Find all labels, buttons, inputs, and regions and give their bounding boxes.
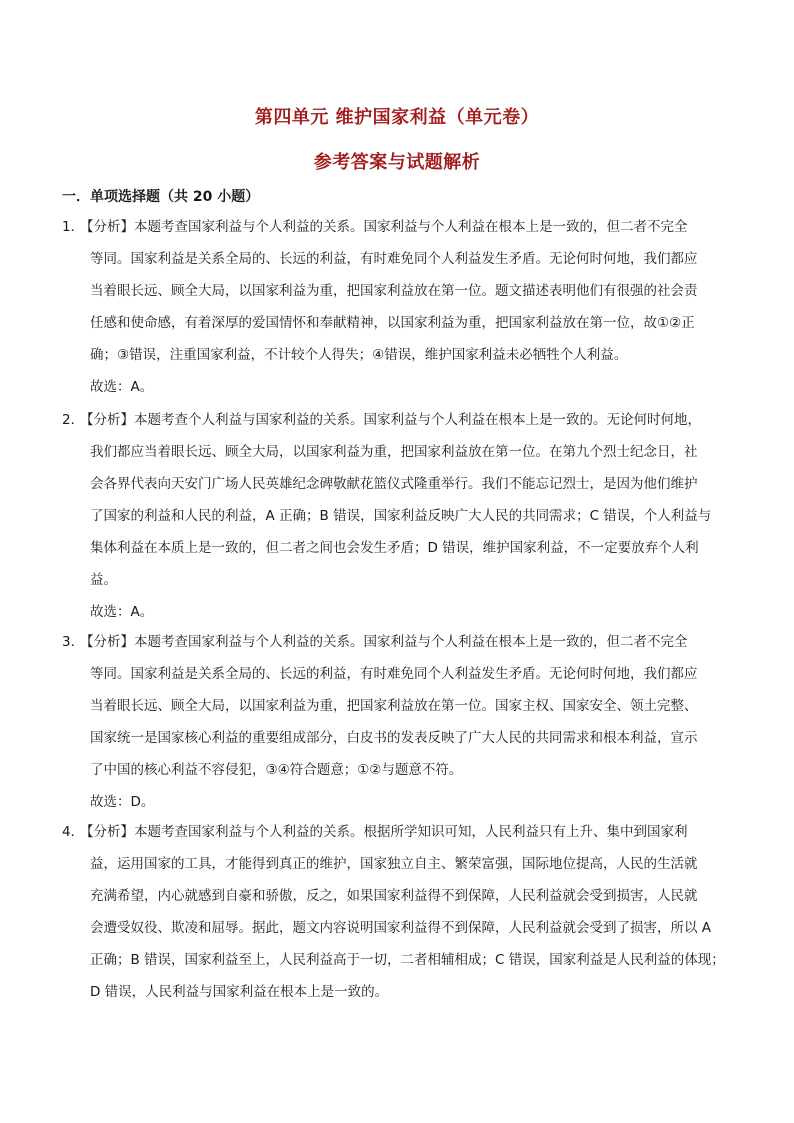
question-line: 集体利益在本质上是一致的，但二者之间也会发生矛盾；D 错误，维护国家利益，不一定要放弃个人利 [90, 540, 699, 556]
question-line: 【分析】本题考查国家利益与个人利益的关系。国家利益与个人利益在根本上是一致的，但二者不完全 [80, 634, 688, 650]
question-line: 我们都应当着眼长远、顾全大局，以国家利益为重，把国家利益放在第一位。在第九个烈士纪念日，社 [90, 444, 698, 460]
answer-line: 故选：A。 [90, 604, 154, 620]
question-number: 4． [62, 824, 85, 840]
question-line: 了中国的核心利益不容侵犯，③④符合题意；①②与题意不符。 [90, 762, 463, 778]
question-number: 3． [62, 634, 85, 650]
document-subtitle: 参考答案与试题解析 [313, 152, 481, 173]
question-line: 会遭受奴役、欺凌和屈辱。据此，题文内容说明国家利益得不到保障，人民利益就会受到了损害，所以 A [90, 920, 712, 936]
question-line: D 错误，人民利益与国家利益在根本上是一致的。 [90, 984, 389, 1000]
answer-line: 故选：A。 [90, 379, 154, 395]
question-line: 当着眼长远、顾全大局，以国家利益为重，把国家利益放在第一位。题文描述表明他们有很强的社会责 [90, 283, 698, 299]
question-line: 等同。国家利益是关系全局的、长远的利益，有时难免同个人利益发生矛盾。无论何时何地，我们都应 [90, 251, 698, 267]
question-line: 充满希望，内心就感到自豪和骄傲，反之，如果国家利益得不到保障，人民利益就会受到损害，人民就 [90, 888, 698, 904]
question-line: 【分析】本题考查国家利益与个人利益的关系。国家利益与个人利益在根本上是一致的，但二者不完全 [80, 219, 688, 235]
question-number: 1． [62, 219, 85, 235]
question-line: 了国家的利益和人民的利益，A 正确；B 错误，国家利益反映广大人民的共同需求；C 错误，个人利益与 [90, 508, 712, 524]
question-number: 2． [62, 412, 85, 428]
question-line: 等同。国家利益是关系全局的、长远的利益，有时难免同个人利益发生矛盾。无论何时何地，我们都应 [90, 666, 698, 682]
question-line: 确；③错误，注重国家利益，不计较个人得失；④错误，维护国家利益未必牺牲个人利益。 [90, 347, 628, 363]
section-heading: 一．单项选择题（共 20 小题） [62, 189, 260, 205]
question-line: 会各界代表向天安门广场人民英雄纪念碑敬献花篮仪式隆重举行。我们不能忘记烈士，是因为他们维护 [90, 476, 698, 492]
question-line: 当着眼长远、顾全大局，以国家利益为重，把国家利益放在第一位。国家主权、国家安全、领土完整、 [90, 698, 698, 714]
answer-line: 故选：D。 [90, 794, 155, 810]
question-line: 任感和使命感，有着深厚的爱国情怀和奉献精神，以国家利益为重，把国家利益放在第一位，故①②正 [90, 315, 695, 331]
question-line: 【分析】本题考查国家利益与个人利益的关系。根据所学知识可知，人民利益只有上升、集中到国家利 [80, 824, 688, 840]
question-line: 正确；B 错误，国家利益至上，人民利益高于一切，二者相辅相成；C 错误，国家利益是人民利益的体现； [90, 952, 725, 968]
question-line: 【分析】本题考查个人利益与国家利益的关系。国家利益与个人利益在根本上是一致的。无论何时何地， [80, 412, 701, 428]
document-title: 第四单元 维护国家利益（单元卷） [254, 107, 540, 128]
question-line: 国家统一是国家核心利益的重要组成部分，白皮书的发表反映了广大人民的共同需求和根本利益，宣示 [90, 730, 698, 746]
question-line: 益。 [90, 572, 117, 588]
question-line: 益，运用国家的工具，才能得到真正的维护，国家独立自主、繁荣富强，国际地位提高，人民的生活就 [90, 856, 698, 872]
